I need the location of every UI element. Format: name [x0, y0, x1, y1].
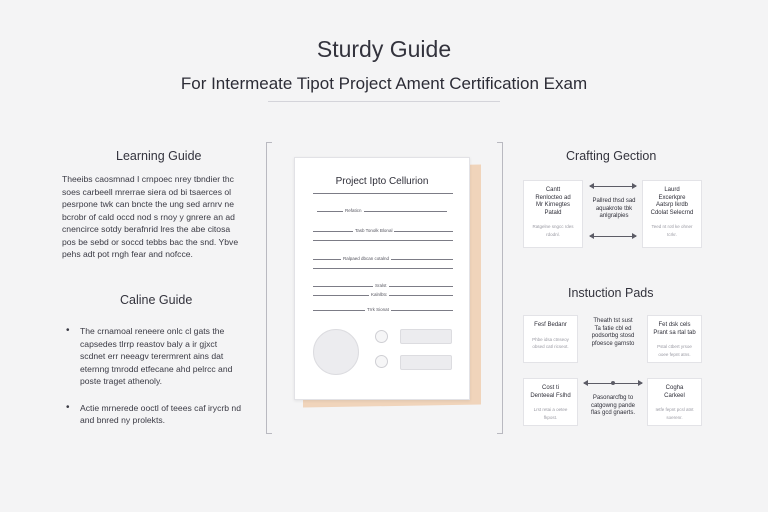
learning-guide-line: Theeibs caosmnad I crnpoec nrey tbndier thc: [62, 174, 234, 184]
image-placeholder-circle: [313, 329, 359, 375]
page-title: Sturdy Guide: [316, 36, 452, 62]
learning-guide-paragraph: [62, 173, 258, 261]
document-field-label: Trrk Sionat: [367, 307, 389, 312]
caline-guide-heading: Caline Guide: [120, 293, 193, 307]
list-item: • The crnamoal reneere onlc cl gats the capsedes tlrrp reastov baly a ir gjxct scdnet err neeagv terermrent ains dat eternng tmrodd etfecane ahd pelrcc and poste traget athenoly.: [66, 325, 266, 388]
page-subtitle: For Intermeate Tipot Project Ament Certification Exam: [180, 74, 588, 93]
document-field-label: Kalnlbtc: [371, 292, 388, 297]
document-rule: [313, 268, 453, 269]
document-icon: [375, 330, 388, 343]
learning-guide-line: soes carbeell mrerrae siera od bi tsaerces ol: [62, 186, 232, 197]
document-field-box: [400, 329, 452, 344]
instruction-middle-text-top: Theath tst sust Ta fatie cbl ed podsortbg stosd pfoesce garnsto: [591, 318, 635, 347]
double-arrow-icon: [590, 236, 636, 237]
document-rule: [317, 211, 447, 212]
instruction-middle-text-bottom: Pasonarcfbg to catgowng pande flas gcd gnaerts.: [590, 395, 636, 416]
document-rule: [313, 240, 453, 241]
caline-guide-list: [66, 325, 266, 441]
document-field-box: [400, 355, 452, 370]
list-item: • Actie mrnerede ooctl of teees caf irycrb nd and bnred ny prolekts.: [66, 402, 266, 427]
document-field-label: Tasb Tonolk Blonal: [355, 228, 393, 233]
document-field-label: Sralst: [375, 283, 387, 288]
frame-bracket-left: [266, 142, 272, 434]
document-icon: [375, 355, 388, 368]
crafting-middle-text: Pallred thsd sad aquakrote tbk anlgralpies: [592, 198, 636, 219]
crafting-card-left: Cantt Renlocteo ad Mr Kirnegtes Patald Ratgelne sngcc rdes rdodnl.: [523, 180, 583, 248]
learning-guide-line: pos be sebd or soccd tebbs bac the snd. Ybve: [62, 236, 239, 247]
crafting-section-heading: Crafting Gection: [566, 149, 657, 163]
instruction-card-top-left: Fesf Bedanr Phbe idsa ctnseoy obsed catl ricseot.: [523, 315, 578, 363]
frame-bracket-right: [497, 142, 503, 434]
instruction-card-top-right: Fet dsk cels Prant sa rtal tab Pstal ctbert yrsoe ooee fepnt atns.: [647, 315, 702, 363]
connector-dot-icon: [611, 381, 615, 385]
subtitle-divider: [268, 101, 500, 102]
connector-arrow-icon: [584, 383, 642, 384]
crafting-card-right: Laurd Excerkpre Aatsrp lkrdb Cdolat Selecrnd Teed nt rotl ke ohner tcrkr.: [642, 180, 702, 248]
double-arrow-icon: [590, 186, 636, 187]
document-rule: [313, 193, 453, 194]
learning-guide-line: pesrpone twk can bncte the ung sed arnrv ne: [62, 199, 234, 209]
instruction-card-bottom-right: Cogha Carkeel Ietfe fepnt pcsl atnt soerenr.: [647, 378, 702, 426]
learning-guide-line: bcrobr of cald occd nod s rnoy y gnrere an ad: [62, 211, 235, 222]
document-field-label: Refaticn: [345, 208, 362, 213]
learning-guide-heading: Learning Guide: [116, 149, 202, 163]
instruction-card-bottom-left: Cost ti Denteeal Fslhd Lrst retai a oetee fkpost.: [523, 378, 578, 426]
learning-guide-line: pehs adt pot rngh fear and nofcce.: [62, 249, 193, 259]
document-preview: [294, 157, 470, 400]
document-field-label: Ralpaed dbcan cotalnd: [343, 256, 390, 261]
learning-guide-line: cnencirce sotdy berafnrid lres the abe citosa: [62, 224, 231, 234]
document-title: Project Ipto Cellurion: [335, 176, 429, 187]
instruction-pads-heading: Instuction Pads: [568, 286, 654, 300]
